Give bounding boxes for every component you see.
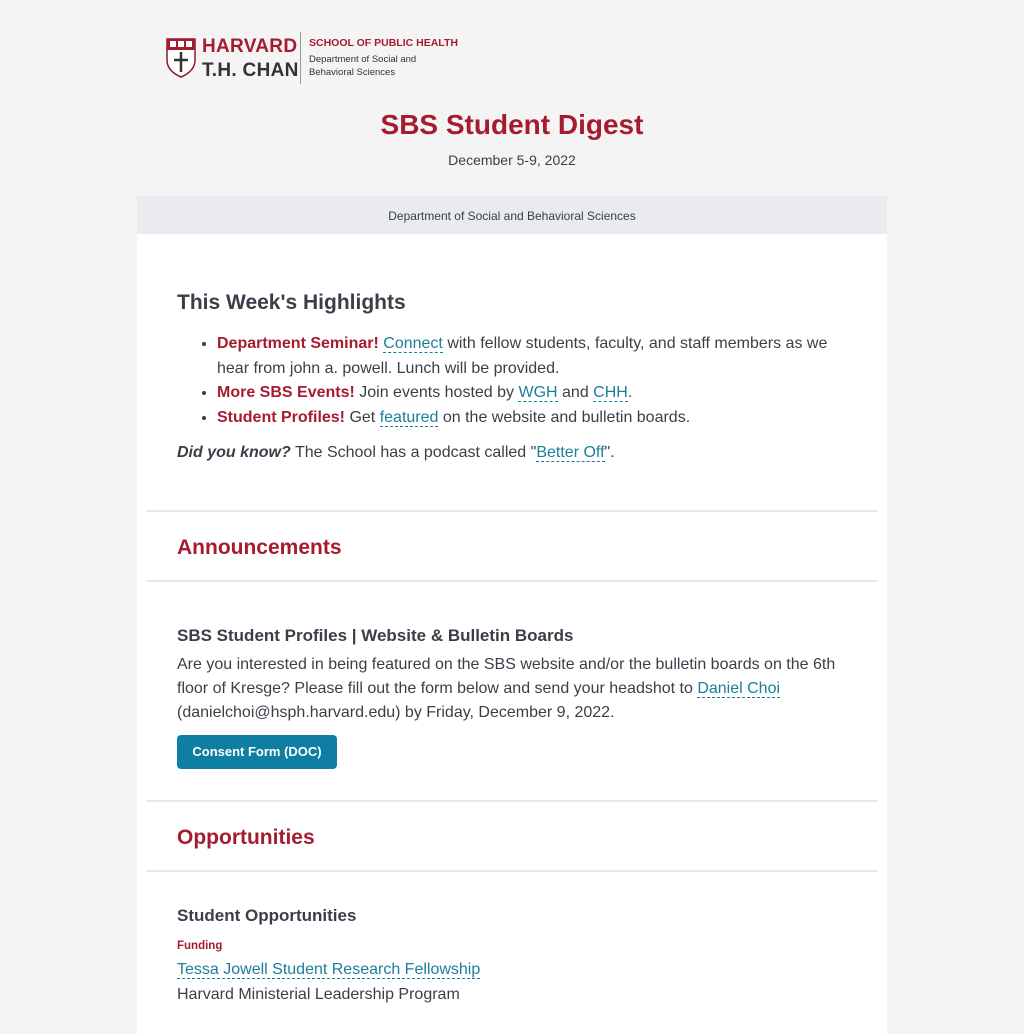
did-you-know-text-pre: The School has a podcast called "	[290, 444, 537, 461]
highlight-lead-profiles: Student Profiles!	[217, 408, 346, 426]
connect-link[interactable]: Connect	[383, 335, 443, 352]
highlight-text-events-pre: Join events hosted by	[354, 384, 519, 401]
logo-divider	[300, 32, 301, 84]
harvard-chan-logo	[166, 30, 456, 86]
list-item	[217, 406, 847, 431]
section-divider	[147, 580, 877, 582]
announcement-title: SBS Student Profiles | Website & Bulletin Boards	[177, 626, 574, 645]
did-you-know	[177, 444, 615, 462]
highlights-heading: This Week's Highlights	[177, 291, 406, 314]
digest-content-card	[137, 234, 887, 1034]
logo-department-line-1: Department of Social and	[309, 54, 417, 65]
digest-date: December 5-9, 2022	[448, 152, 576, 168]
chh-link[interactable]: CHH	[593, 384, 628, 401]
tessa-jowell-fellowship-link[interactable]: Tessa Jowell Student Research Fellowship	[177, 961, 481, 978]
highlight-lead-seminar: Department Seminar!	[217, 335, 379, 352]
section-divider	[147, 510, 877, 512]
highlight-text-events-post: .	[627, 384, 633, 401]
better-off-podcast-link[interactable]: Better Off	[536, 444, 605, 461]
section-divider	[147, 870, 877, 872]
highlight-text-profiles-pre: Get	[345, 408, 380, 426]
announcement-body	[177, 653, 847, 725]
section-divider	[147, 800, 877, 802]
digest-title: SBS Student Digest	[380, 109, 644, 140]
wgh-link[interactable]: WGH	[518, 384, 558, 401]
highlight-lead-events: More SBS Events!	[217, 384, 355, 401]
list-item	[217, 381, 847, 406]
list-item	[217, 332, 847, 381]
veritas-shield-icon	[166, 38, 196, 78]
funding-tag: Funding	[177, 940, 223, 952]
ministerial-leadership-program: Harvard Ministerial Leadership Program	[177, 986, 460, 1003]
did-you-know-text-post: ".	[604, 444, 615, 461]
logo-harvard-text: HARVARD	[202, 36, 298, 57]
highlight-text-seminar: with fellow students, faculty, and staff members as we hear from john a. powell. Lunch will be provided.	[217, 335, 828, 377]
highlight-text-profiles-post: on the website and bulletin boards.	[438, 408, 691, 426]
did-you-know-label: Did you know?	[177, 444, 291, 461]
announcement-body-pre: Are you interested in being featured on the SBS website and/or the bulletin boards on the 6th floor of Kresge? Please fill out the form below and send your headshot to	[177, 656, 836, 697]
opportunities-heading: Opportunities	[177, 826, 315, 849]
highlights-list	[177, 332, 847, 430]
logo-chan-text: T.H. CHAN	[202, 60, 299, 81]
consent-form-button[interactable]: Consent Form (DOC)	[177, 735, 337, 769]
student-opportunities-heading: Student Opportunities	[177, 906, 357, 925]
list-item	[177, 961, 480, 979]
highlight-text-events-mid: and	[557, 384, 594, 401]
announcements-heading: Announcements	[177, 536, 342, 559]
announcement-body-post: (danielchoi@hsph.harvard.edu) by Friday, December 9, 2022.	[177, 704, 615, 721]
logo-school-text: SCHOOL OF PUBLIC HEALTH	[309, 37, 458, 49]
featured-link[interactable]: featured	[379, 408, 439, 426]
logo-department-line-2: Behavioral Sciences	[309, 67, 396, 78]
daniel-choi-email-link[interactable]: Daniel Choi	[697, 680, 781, 697]
department-bar: Department of Social and Behavioral Sciences	[137, 196, 887, 234]
